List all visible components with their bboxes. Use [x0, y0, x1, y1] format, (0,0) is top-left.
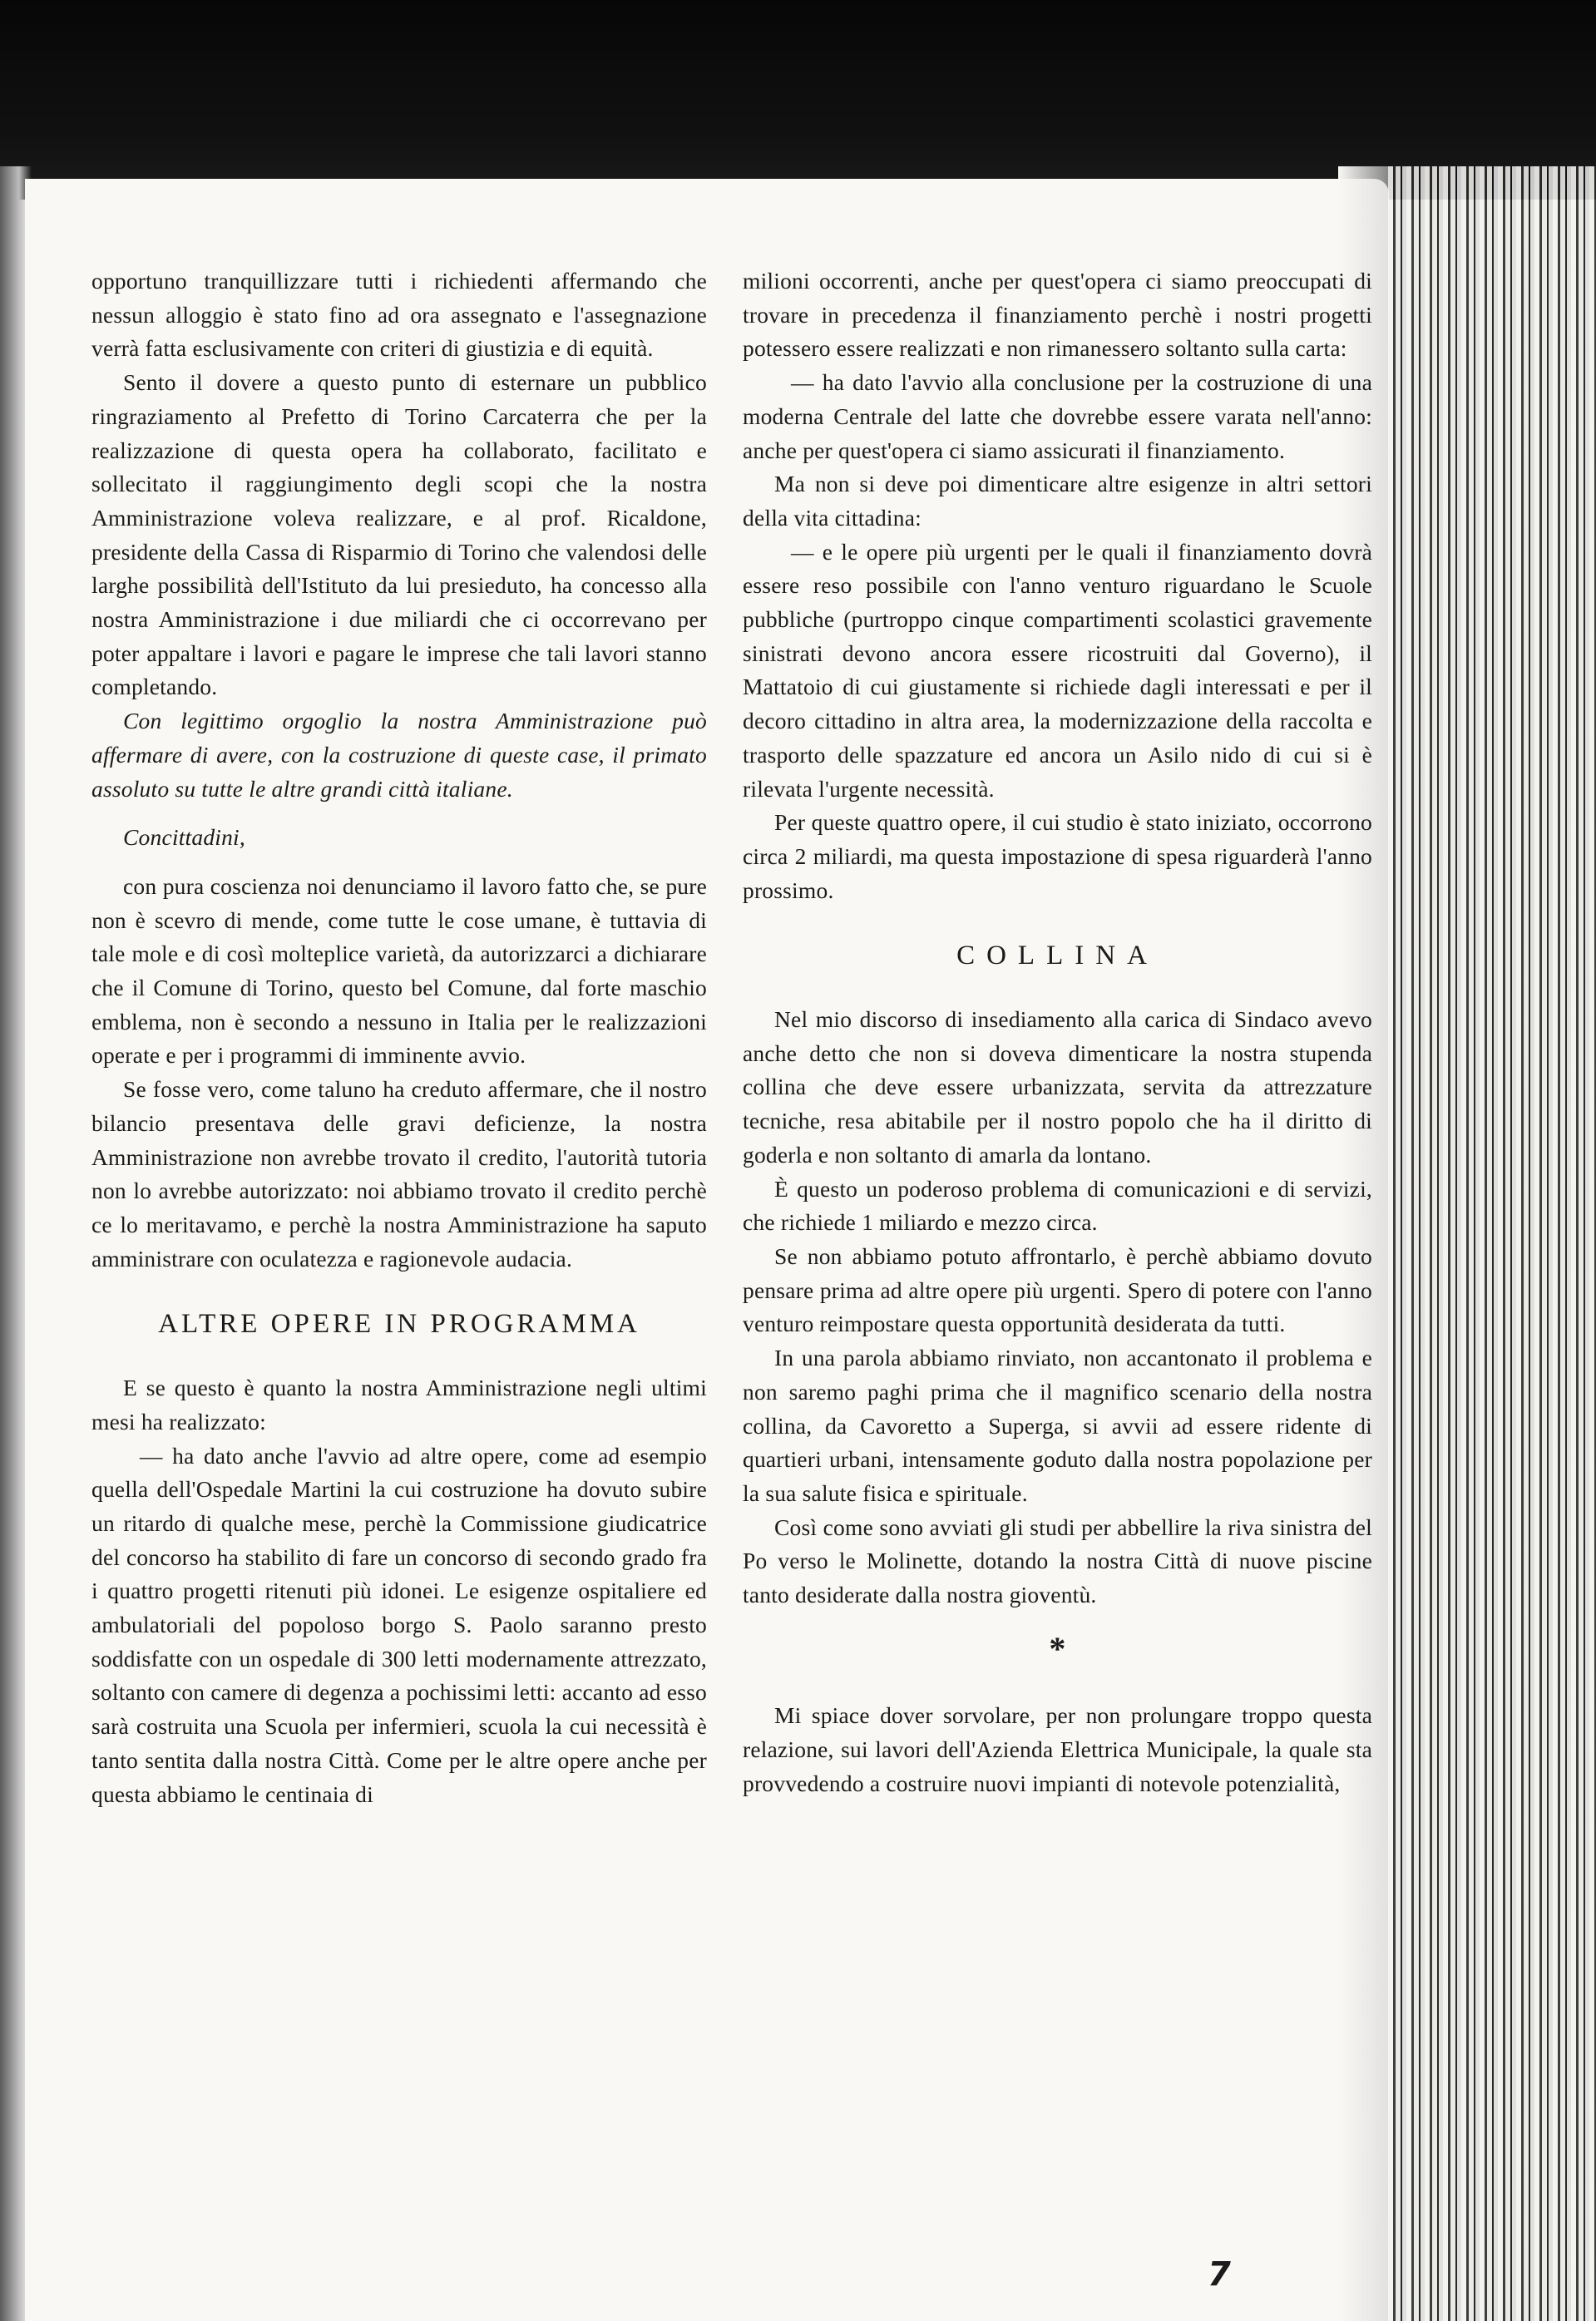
paragraph: Così come sono avviati gli studi per abbellire la riva sinistra del Po verso le Molinette, dotando la nostra Città di nuove piscine tanto desiderate dalla nostra gioventù.	[743, 1514, 1372, 1608]
paragraph: In una parola abbiamo rinviato, non accantonato il problema e non saremo paghi prima che il magnifico scenario della nostra collina, da Cavoretto a Superga, si avvii ad essere ridente di quartieri urbani, intensamente goduto dalla nostra popolazione per la sua salute fisica e spirituale.	[743, 1345, 1372, 1506]
paragraph: Sento il dovere a questo punto di esternare un pubblico ringraziamento al Prefetto di Torino Carcaterra che per la realizzazione di questa opera ha collaborato, facilitato e sollecitato il raggiungimento degli scopi che la nostra Amministrazione voleva realizzare, e al prof. Ricaldone, presidente della Cassa di Risparmio di Torino che valendosi delle larghe possibilità dell'Istituto da lui presieduto, ha concesso alla nostra Amministrazione i due miliardi che ci occorrevano per poter appaltare i lavori e pagare le imprese che tali lavori stanno completando.	[91, 369, 707, 700]
book-binding-edge	[1388, 166, 1596, 2321]
paragraph: Se fosse vero, come taluno ha creduto affermare, che il nostro bilancio presentava delle gravi deficienze, la nostra Amministrazione non avrebbe trovato il credito, l'autorità tutoria non lo avrebbe autorizzato: noi abbiamo trovato il credito perchè ce lo meritavamo, e perchè la nostra Amministrazione ha saputo amministrare con oculatezza e ragionevole audacia.	[91, 1076, 707, 1272]
section-heading: COLLINA	[956, 941, 1159, 971]
section-separator-star: *	[1049, 1629, 1066, 1667]
paragraph: opportuno tranquillizzare tutti i richiedenti affermando che nessun alloggio è stato fino ad ora assegnato e l'assegnazione verrà fatta esclusivamente con criteri di giustizia e di equità.	[91, 268, 707, 362]
paragraph: È questo un poderoso problema di comunicazioni e di servizi, che richiede 1 miliardo e mezzo circa.	[743, 1175, 1372, 1236]
section-heading: ALTRE OPERE IN PROGRAMMA	[158, 1309, 640, 1340]
paragraph: — e le opere più urgenti per le quali il finanziamento dovrà essere reso possibile con l'anno venturo riguardano le Scuole pubbliche (purtroppo cinque compartimenti scolastici gravemente sinistrati devono ancora essere ricostruiti dal Governo), il Mattatoio di cui giustamente si richiede dagli interessati e per il decoro cittadino in altra area, la modernizzazione della raccolta e trasporto delle spazzature ed ancora un Asilo nido di cui si è rilevata l'urgente necessità.	[743, 538, 1372, 802]
page-number: 7	[1208, 2255, 1231, 2294]
paragraph: — ha dato anche l'avvio ad altre opere, come ad esempio quella dell'Ospedale Martini la cui costruzione ha dovuto subire un ritardo di qualche mese, perchè la Commissione giudicatrice del concorso ha stabilito di fare un concorso di secondo grado fra i quattro progetti ritenuti più idonei. Le esigenze ospitaliere ed ambulatoriali del popoloso borgo S. Paolo saranno presto soddisfatte con un ospedale di 300 letti modernamente attrezzato, soltanto con camere di degenza a pochissimi letti: accanto ad esso sarà costruita una Scuola per infermieri, scuola la cui necessità è tanto sentita dalla nostra Città. Come per le altre opere anche per questa abbiamo le centinaia di	[91, 1442, 707, 1807]
paragraph: Mi spiace dover sorvolare, per non prolungare troppo questa relazione, sui lavori dell'Azienda Elettrica Municipale, la quale sta provvedendo a costruire nuovi impianti di notevole potenzialità,	[743, 1702, 1372, 1796]
left-text-column	[91, 264, 707, 1811]
salutation: Concittadini,	[123, 824, 245, 851]
paragraph: Per queste quattro opere, il cui studio è stato iniziato, occorrono circa 2 miliardi, ma questa impostazione di spesa riguarderà l'anno prossimo.	[743, 809, 1372, 903]
paragraph: con pura coscienza noi denunciamo il lavoro fatto che, se pure non è scevro di mende, come tutte le cose umane, è tuttavia di tale mole e di così molteplice varietà, da autorizzarci a dichiarare che il Comune di Torino, questo bel Comune, dal forte maschio emblema, non è secondo a nessuno in Italia per le realizzazioni operate e per i programmi di imminente avvio.	[91, 872, 707, 1069]
paragraph: milioni occorrenti, anche per quest'opera ci siamo preoccupati di trovare in precedenza il finanziamento perchè i nostri progetti potessero essere realizzati e non rimanessero soltanto sulla carta:	[743, 268, 1372, 362]
paragraph: Nel mio discorso di insediamento alla carica di Sindaco avevo anche detto che non si doveva dimenticare la nostra stupenda collina che deve essere urbanizzata, servita da attrezzature tecniche, resa abitabile per il nostro popolo che ha il diritto di goderla e non soltanto di amarla da lontano.	[743, 1006, 1372, 1168]
paragraph: Se non abbiamo potuto affrontarlo, è perchè abbiamo dovuto pensare prima ad altre opere più urgenti. Spero di potere con l'anno venturo reimpostare questa opportunità desiderata da tutti.	[743, 1242, 1372, 1337]
paragraph: E se questo è quanto la nostra Amministrazione negli ultimi mesi ha realizzato:	[91, 1375, 707, 1435]
paragraph: — ha dato l'avvio alla conclusione per la costruzione di una moderna Centrale del latte che dovrebbe essere varata nell'anno: anche per quest'opera ci siamo assicurati il finanziamento.	[743, 369, 1372, 463]
paragraph: Con legittimo orgoglio la nostra Amministrazione può affermare di avere, con la costruzione di queste case, il primato assoluto su tutte le altre grandi città italiane.	[91, 708, 707, 802]
paragraph: Ma non si deve poi dimenticare altre esigenze in altri settori della vita cittadina:	[743, 471, 1372, 531]
right-text-column	[743, 264, 1372, 1801]
